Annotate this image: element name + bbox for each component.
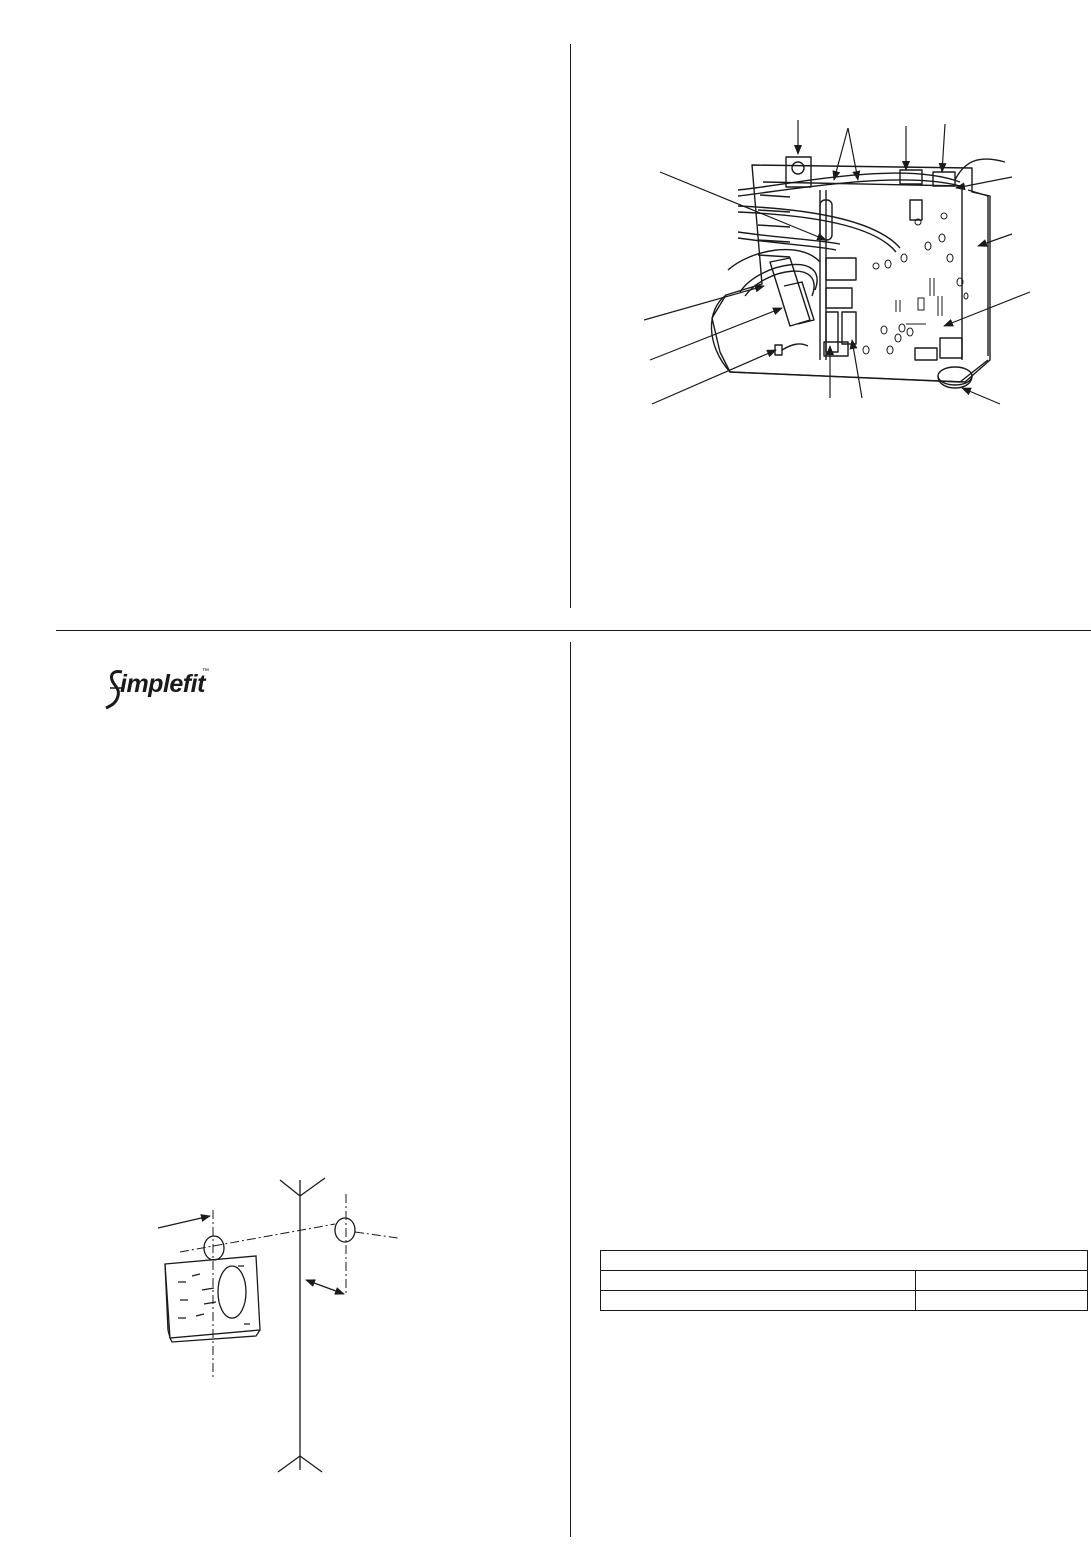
table-row (601, 1271, 1088, 1291)
trademark-mark: ™ (202, 668, 209, 675)
simplefit-logo (104, 668, 209, 714)
spec-table-header (601, 1251, 1088, 1271)
spec-table-header-row (601, 1251, 1088, 1271)
spec-cell (916, 1291, 1088, 1311)
spec-table (600, 1250, 1088, 1311)
spec-cell (916, 1271, 1088, 1291)
circuit-board-diagram (0, 0, 1091, 640)
logo-wordmark: implefit (120, 670, 205, 698)
spec-cell (601, 1271, 916, 1291)
mounting-plate-diagram (120, 1170, 620, 1550)
spec-cell (601, 1291, 916, 1311)
table-row (601, 1291, 1088, 1311)
